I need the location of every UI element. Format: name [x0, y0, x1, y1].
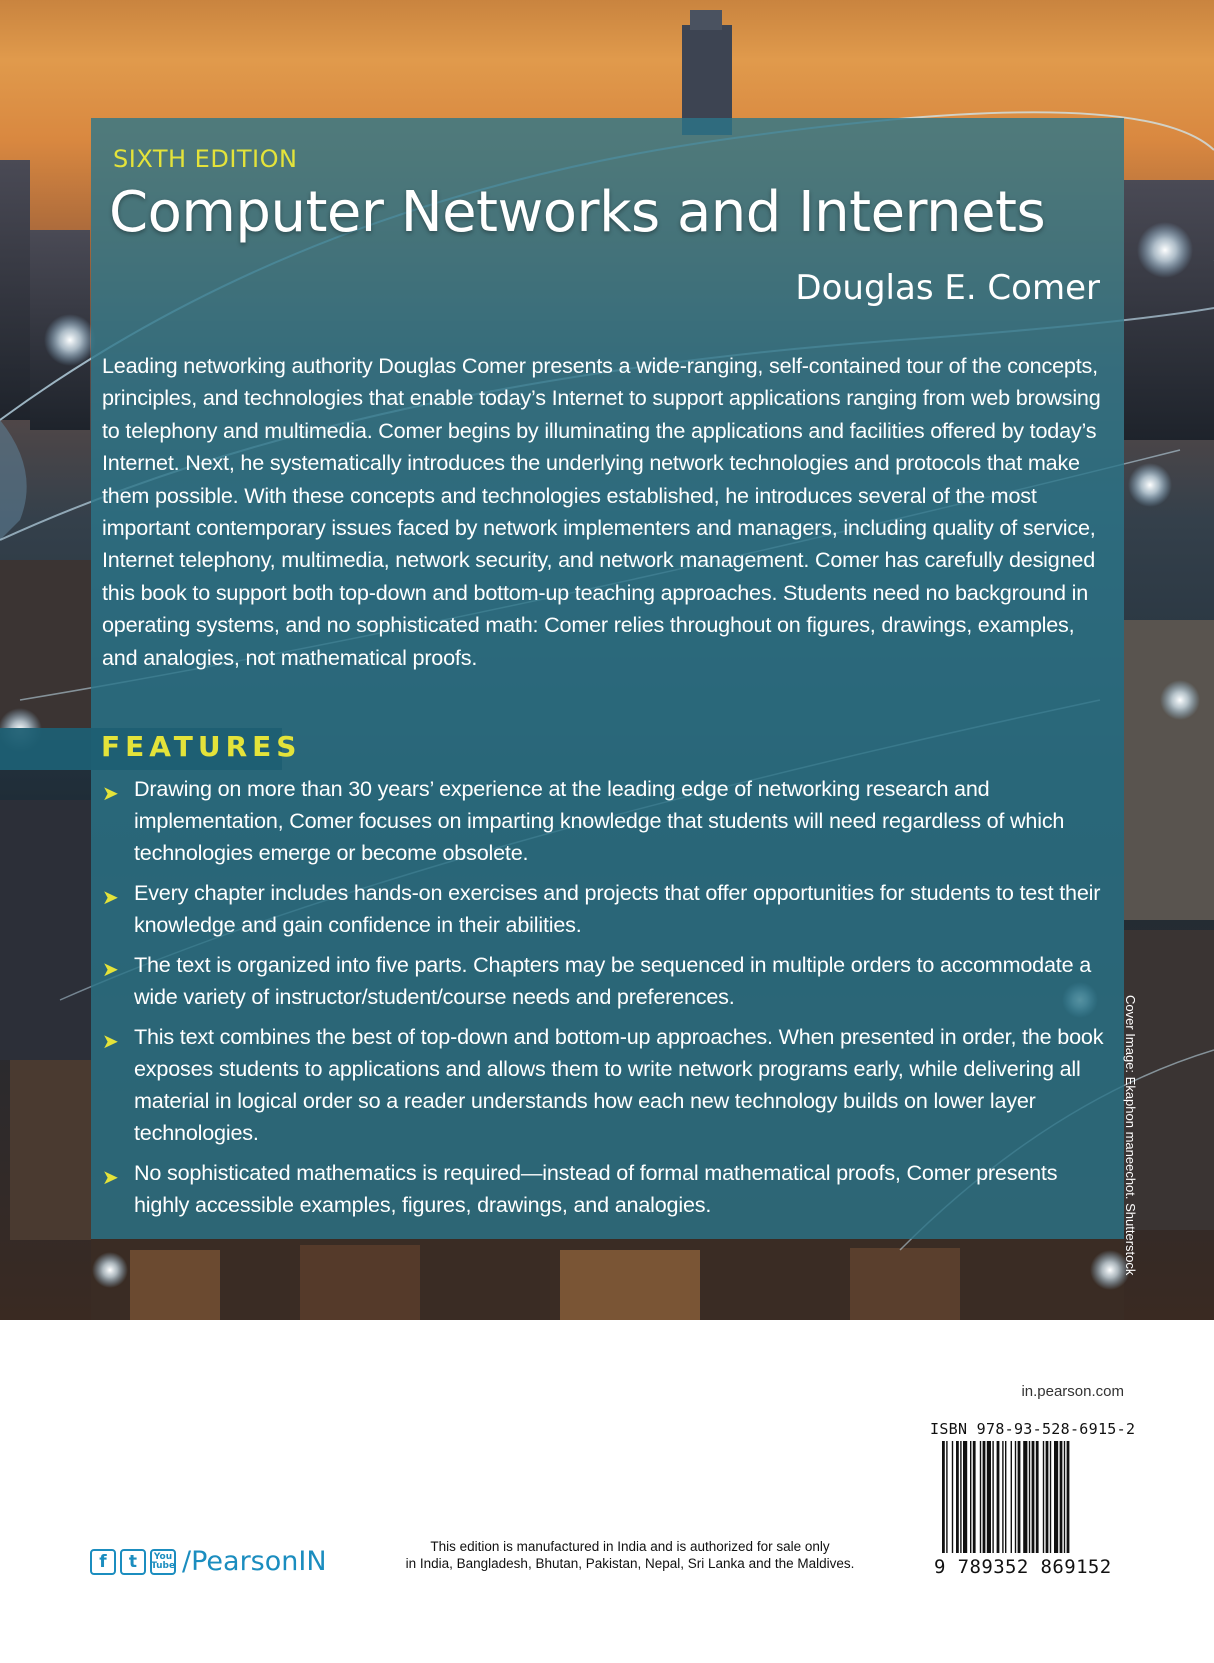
feature-item	[102, 773, 1112, 869]
barcode-bar	[1002, 1441, 1003, 1553]
chevron-right-icon: ➤	[102, 1167, 119, 1189]
chevron-right-icon: ➤	[102, 959, 119, 981]
book-description: Leading networking authority Douglas Comer presents a wide-ranging, self-contained tour of the concepts, principles, and technologies that enable today’s Internet to support applications ranging from web browsing to telephony and multimedia. Comer begins by illuminating the applications and facilities offered by today’s Internet. Next, he systematically introduces the underlying network technologies and protocols that make them possible. With these concepts and technologies established, he introduces several of the most important contemporary issues faced by network implementers and managers, including quality of service, Internet telephony, multimedia, network security, and network management. Comer has carefully designed this book to support both top-down and bottom-up teaching approaches. Students need no background in operating systems, and no sophisticated math: Comer relies throughout on figures, drawings, examples, and analogies, not mathematical proofs.	[102, 353, 1101, 670]
isbn-label: ISBN 978-93-528-6915-2	[930, 1420, 1136, 1438]
barcode-bar	[992, 1441, 993, 1553]
barcode-bar	[970, 1441, 971, 1553]
barcode-bar	[956, 1441, 959, 1553]
cover-image-credit: Cover Image: Ekaphon maneechot. Shutterstock	[1123, 995, 1138, 1276]
barcode-bar	[963, 1441, 967, 1553]
feature-item	[102, 1157, 1112, 1221]
barcode-bar	[1046, 1441, 1049, 1553]
author-name: Douglas E. Comer	[795, 268, 1100, 308]
barcode-image	[942, 1441, 1112, 1556]
book-title: Computer Networks and Internets	[109, 180, 1046, 245]
barcode-bar	[1043, 1441, 1044, 1553]
barcode-bar	[1050, 1441, 1051, 1553]
twitter-icon[interactable]: t	[120, 1549, 146, 1575]
sale-territory-notice	[380, 1538, 880, 1572]
barcode-bar	[1023, 1441, 1027, 1553]
publisher-website[interactable]: in.pearson.com	[1021, 1383, 1124, 1400]
barcode-bar	[1029, 1441, 1030, 1553]
barcode-bar	[952, 1441, 953, 1553]
features-heading: FEATURES	[101, 730, 302, 763]
chevron-right-icon: ➤	[102, 1031, 119, 1053]
youtube-icon-bottom: Tube	[150, 1560, 176, 1571]
social-links	[90, 1546, 327, 1577]
barcode-bar	[1015, 1441, 1016, 1553]
barcode-bar	[1060, 1441, 1063, 1553]
barcode-bar	[973, 1441, 976, 1553]
notice-line: This edition is manufactured in India and is authorized for sale only	[430, 1539, 830, 1554]
barcode-bar	[987, 1441, 991, 1553]
feature-text: Drawing on more than 30 years’ experience at the leading edge of networking research and implementation, Comer focuses on imparting knowledge that students will need regardless of which technologies emerge or become obsolete.	[134, 776, 1065, 865]
chevron-right-icon: ➤	[102, 887, 119, 909]
barcode-bar	[1018, 1441, 1021, 1553]
youtube-icon[interactable]	[150, 1549, 176, 1575]
feature-item	[102, 949, 1112, 1013]
barcode-bar	[1005, 1441, 1006, 1553]
social-handle[interactable]: /PearsonIN	[182, 1546, 327, 1577]
feature-item	[102, 877, 1112, 941]
features-list	[102, 773, 1112, 1229]
barcode-bar	[1064, 1441, 1065, 1553]
barcode-bar	[980, 1441, 981, 1553]
barcode-bar	[1054, 1441, 1058, 1553]
facebook-icon[interactable]: f	[90, 1549, 116, 1575]
feature-text: The text is organized into five parts. Chapters may be sequenced in multiple orders to accommodate a wide variety of instructor/student/course needs and preferences.	[134, 952, 1092, 1009]
barcode-bar	[997, 1441, 1000, 1553]
barcode-bar	[1036, 1441, 1039, 1553]
notice-line: in India, Bangladesh, Bhutan, Pakistan, Nepal, Sri Lanka and the Maldives.	[405, 1556, 855, 1571]
feature-text: Every chapter includes hands-on exercises and projects that offer opportunities for students to test their knowledge and gain confidence in their abilities.	[134, 880, 1101, 937]
barcode-digits: 9 789352 869152	[934, 1556, 1112, 1578]
edition-label: SIXTH EDITION	[113, 145, 298, 173]
barcode-bar	[942, 1441, 945, 1553]
chevron-right-icon: ➤	[102, 783, 119, 805]
feature-text: No sophisticated mathematics is required—instead of formal mathematical proofs, Comer presents highly accessible examples, figures, drawings, and analogies.	[134, 1160, 1058, 1217]
feature-item	[102, 1021, 1112, 1149]
barcode-bar	[1032, 1441, 1035, 1553]
barcode-bar	[960, 1441, 961, 1553]
barcode-bar	[946, 1441, 947, 1553]
barcode-bar	[1011, 1441, 1012, 1553]
barcode-bar	[983, 1441, 986, 1553]
feature-text: This text combines the best of top-down and bottom-up approaches. When presented in order, the book exposes students to applications and allows them to write network programs early, while delivering all material in logical order so a reader understands how each new technology builds on lower layer technologies.	[134, 1024, 1104, 1145]
youtube-icon-top: You	[153, 1551, 173, 1562]
barcode-bar	[1067, 1441, 1070, 1553]
